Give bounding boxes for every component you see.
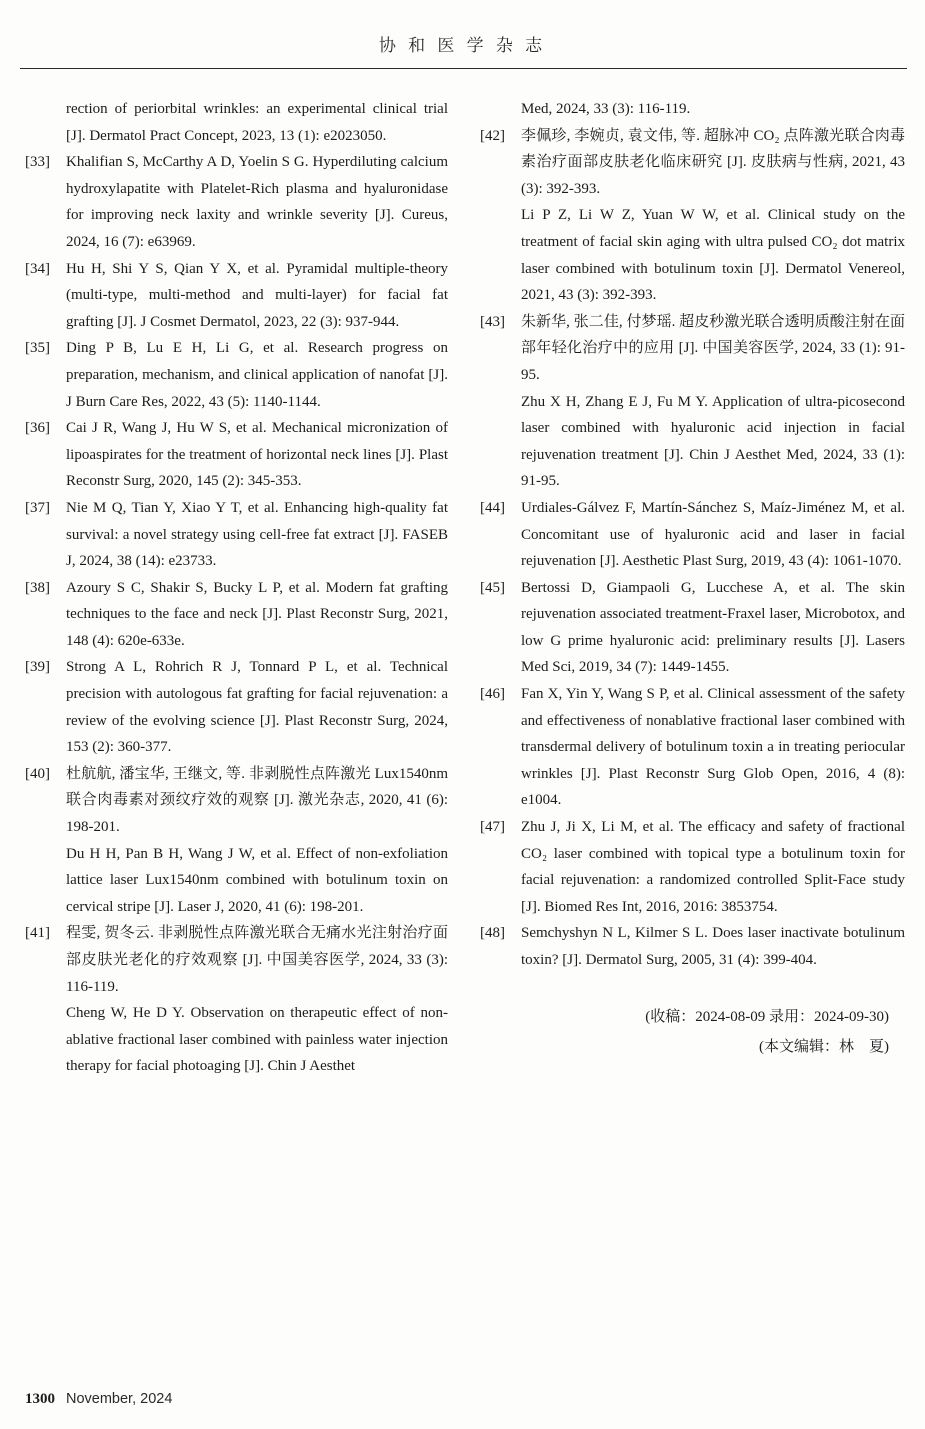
reference-number: [35] <box>25 340 50 357</box>
reference-number: [46] <box>480 686 505 703</box>
reference-body <box>66 415 448 495</box>
reference-text: Semchyshyn N L, Kilmer S L. Does laser inactivate botulinum toxin? [J]. Dermatol Surg, 2005, 31 (4): 399-404. <box>521 925 905 968</box>
reference-number: [48] <box>480 925 505 942</box>
reference-body <box>521 123 905 309</box>
reference-text: Du H H, Pan B H, Wang J W, et al. Effect of non-exfoliation lattice laser Lux1540nm combined with botulinum toxin on cervical stripe [J]. Laser J, 2020, 41 (6): 198-201. <box>66 845 448 915</box>
reference-text: 李佩珍, 李婉贞, 袁文伟, 等. 超脉冲 CO₂ 点阵激光联合肉毒素治疗面部皮肤老化临床研究 [J]. 皮肤病与性病, 2021, 43 (3): 392-393. <box>521 127 905 197</box>
reference-body <box>521 309 905 495</box>
page-number: 1300 <box>25 1391 55 1407</box>
reference-item <box>25 761 448 921</box>
reference-body <box>521 814 905 920</box>
reference-text: Li P Z, Li W Z, Yuan W W, et al. Clinical study on the treatment of facial skin aging with ultra pulsed CO₂ dot matrix laser combined with botulinum toxin [J]. Dermatol Venereol, 2021, 43 (3): 392-393. <box>521 207 905 304</box>
received-accepted-line: (收稿：2024-08-09 录用：2024-09-30) <box>645 1008 889 1025</box>
reference-body <box>66 920 448 1080</box>
manuscript-dates <box>480 1002 905 1062</box>
references-left-column <box>25 96 448 1080</box>
references-columns <box>25 96 905 1080</box>
reference-item <box>480 681 905 814</box>
editor-line: (本文编辑：林 夏) <box>759 1038 889 1055</box>
reference-text: rection of periorbital wrinkles: an experimental clinical trial [J]. Dermatol Pract Concept, 2023, 13 (1): e2023050. <box>66 101 448 144</box>
reference-number: [34] <box>25 260 50 277</box>
reference-number: [33] <box>25 154 50 171</box>
reference-number: [47] <box>480 819 505 836</box>
reference-number: [38] <box>25 579 50 596</box>
reference-body <box>66 761 448 921</box>
reference-item <box>480 575 905 681</box>
reference-text: Cai J R, Wang J, Hu W S, et al. Mechanical micronization of lipoaspirates for the treatment of horizontal neck lines [J]. Plast Reconstr Surg, 2020, 145 (2): 345-353. <box>66 420 448 490</box>
reference-item <box>25 256 448 336</box>
page-footer <box>25 1391 172 1408</box>
reference-text: Nie M Q, Tian Y, Xiao Y T, et al. Enhancing high-quality fat survival: a novel strategy using cell-free fat extract [J]. FASEB J, 2024, 38 (14): e23733. <box>66 499 448 570</box>
reference-list-right <box>480 96 905 974</box>
reference-text: Azoury S C, Shakir S, Bucky L P, et al. Modern fat grafting techniques to the face and neck [J]. Plast Reconstr Surg, 2021, 148 (4): 620e-633e. <box>66 579 448 649</box>
reference-number: [42] <box>480 127 505 144</box>
reference-number: [40] <box>25 765 50 782</box>
reference-item <box>25 415 448 495</box>
reference-text: Zhu X H, Zhang E J, Fu M Y. Application of ultra-picosecond laser combined with hyaluronic acid injection in facial rejuvenation treatment [J]. Chin J Aesthet Med, 2024, 33 (1): 91-95. <box>521 393 905 490</box>
reference-text: 朱新华, 张二佳, 付梦瑶. 超皮秒激光联合透明质酸注射在面部年轻化治疗中的应用 [J]. 中国美容医学, 2024, 33 (1): 91-95. <box>521 313 905 383</box>
reference-text: Strong A L, Rohrich R J, Tonnard P L, et al. Technical precision with autologous fat grafting for facial rejuvenation: a review of the evolving science [J]. Plast Reconstr Surg, 2024, 153 (2): 360-377. <box>66 659 448 756</box>
reference-item <box>25 335 448 415</box>
reference-item <box>25 654 448 760</box>
reference-item <box>25 575 448 655</box>
reference-item <box>480 495 905 575</box>
reference-item <box>25 920 448 1080</box>
reference-text: Urdiales-Gálvez F, Martín-Sánchez S, Maíz-Jiménez M, et al. Concomitant use of hyaluronic acid and laser in facial rejuvenation [J]. Aesthetic Plast Surg, 2019, 43 (4): 1061-1070. <box>521 499 905 570</box>
reference-body <box>66 654 448 760</box>
reference-number: [45] <box>480 579 505 596</box>
reference-text: Med, 2024, 33 (3): 116-119. <box>521 101 691 117</box>
reference-item <box>25 96 448 149</box>
reference-item <box>25 495 448 575</box>
reference-list-left <box>25 96 448 1080</box>
reference-body <box>66 149 448 255</box>
reference-text: Zhu J, Ji X, Li M, et al. The efficacy and safety of fractional CO₂ laser combined with topical type a botulinum toxin for facial rejuvenation: a randomized controlled Split-Face study [J]. Biomed Res Int, 2016, 2016: 3853754. <box>521 819 905 915</box>
reference-item <box>480 123 905 309</box>
reference-text: 杜航航, 潘宝华, 王继文, 等. 非剥脱性点阵激光 Lux1540nm 联合肉毒素对颈纹疗效的观察 [J]. 激光杂志, 2020, 41 (6): 198-201. <box>66 765 448 836</box>
reference-text: Khalifian S, McCarthy A D, Yoelin S G. Hyperdiluting calcium hydroxylapatite with Platelet-Rich plasma and hyaluronidase for improving neck laxity and wrinkle severity [J]. Cureus, 2024, 16 (7): e63969. <box>66 154 448 250</box>
reference-number: [44] <box>480 499 505 516</box>
reference-body <box>66 335 448 415</box>
reference-body <box>66 256 448 336</box>
reference-number: [43] <box>480 313 505 330</box>
references-right-column <box>480 96 905 1080</box>
reference-body <box>66 575 448 655</box>
reference-item <box>480 814 905 920</box>
reference-text: 程雯, 贺冬云. 非剥脱性点阵激光联合无痛水光注射治疗面部皮肤光老化的疗效观察 [J]. 中国美容医学, 2024, 33 (3): 116-119. <box>66 925 448 995</box>
reference-item <box>25 149 448 255</box>
reference-body <box>521 920 905 973</box>
reference-number: [37] <box>25 499 50 516</box>
reference-text: Cheng W, He D Y. Observation on therapeutic effect of non-ablative fractional laser combined with painless water injection therapy for facial photoaging [J]. Chin J Aesthet <box>66 1005 448 1075</box>
reference-item <box>480 309 905 495</box>
reference-text: Fan X, Yin Y, Wang S P, et al. Clinical assessment of the safety and effectiveness of nonablative fractional laser combined with transdermal delivery of botulinum toxin a in treating periocular wrinkles [J]. Plast Reconstr Surg Glob Open, 2016, 4 (8): e1004. <box>521 686 905 809</box>
issue-date: November, 2024 <box>66 1391 173 1407</box>
reference-item <box>480 920 905 973</box>
reference-text: Ding P B, Lu E H, Li G, et al. Research progress on preparation, mechanism, and clinical application of nanofat [J]. J Burn Care Res, 2022, 43 (5): 1140-1144. <box>66 340 448 410</box>
reference-body <box>66 495 448 575</box>
reference-number: [39] <box>25 659 50 676</box>
reference-item <box>480 96 905 123</box>
reference-body <box>521 96 905 123</box>
reference-body <box>66 96 448 149</box>
header-rule <box>20 68 907 69</box>
reference-text: Bertossi D, Giampaoli G, Lucchese A, et al. The skin rejuvenation associated treatment-Fraxel laser, Microbotox, and low G prime hyaluronic acid: preliminary results [J]. Lasers Med Sci, 2019, 34 (7): 1449-1455. <box>521 579 905 676</box>
reference-number: [36] <box>25 420 50 437</box>
reference-text: Hu H, Shi Y S, Qian Y X, et al. Pyramidal multiple-theory (multi-type, multi-method and multi-layer) for facial fat grafting [J]. J Cosmet Dermatol, 2023, 22 (3): 937-944. <box>66 260 448 330</box>
journal-title: 协 和 医 学 杂 志 <box>378 36 547 55</box>
reference-body <box>521 575 905 681</box>
reference-body <box>521 495 905 575</box>
reference-number: [41] <box>25 925 50 942</box>
reference-body <box>521 681 905 814</box>
